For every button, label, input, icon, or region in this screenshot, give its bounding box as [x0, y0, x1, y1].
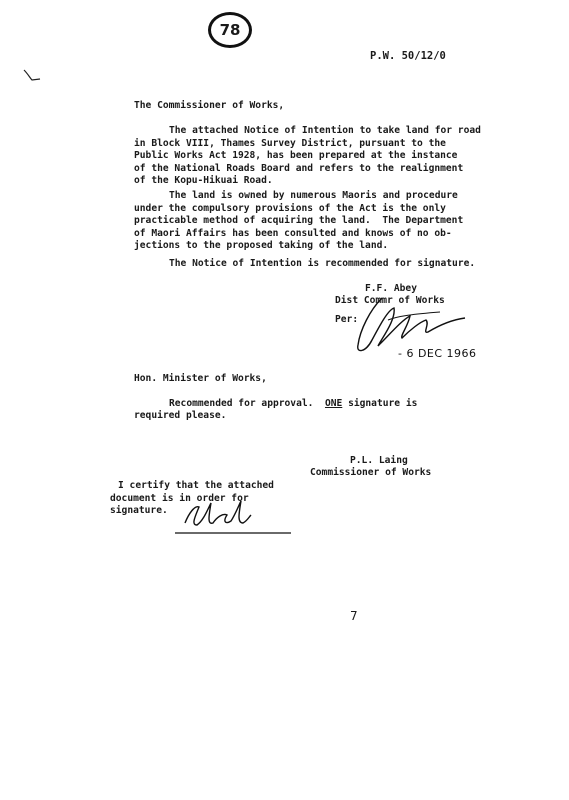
recommendation-emphasis: ONE: [324, 398, 343, 409]
paragraph-line: jections to the proposed taking of the land.: [134, 240, 389, 251]
addressee-minister: Hon. Minister of Works,: [134, 373, 267, 384]
footer-handwritten-mark: 7: [350, 609, 358, 623]
margin-tick-mark: [22, 68, 42, 84]
file-reference: P.W. 50/12/0: [370, 50, 446, 62]
paragraph-line: of Maori Affairs has been consulted and knows of no ob-: [134, 227, 452, 239]
signatory-1-title: Dist Commr of Works: [335, 295, 445, 306]
signatory-2-title: Commissioner of Works: [310, 467, 432, 478]
date-received-stamp: - 6 DEC 1966: [398, 347, 477, 360]
paragraph-line: of the Kopu-Hikuai Road.: [134, 175, 273, 186]
signatory-2-name: P.L. Laing: [350, 455, 408, 466]
paragraph-line: of the National Roads Board and refers to the realignment: [134, 162, 464, 174]
recommendation-text-tail: signature is: [342, 398, 418, 409]
paragraph-ownership: [134, 190, 463, 253]
recommendation-line-2: required please.: [134, 410, 227, 421]
recommendation-text: Recommended for approval.: [169, 398, 314, 409]
handwritten-signature-2: [175, 495, 295, 540]
paragraph-line: practicable method of acquiring the land. The Department: [134, 215, 464, 226]
paragraph-line: under the compulsory provisions of the Act is the only: [134, 202, 446, 214]
paragraph-line: The land is owned by numerous Maoris and procedure: [169, 190, 458, 201]
certification-line: I certify that the attached: [118, 480, 274, 491]
paragraph-recommendation: The Notice of Intention is recommended for signature.: [169, 258, 476, 269]
paragraph-line: in Block VIII, Thames Survey District, pursuant to the: [134, 137, 446, 149]
signatory-1-per-label: Per:: [335, 314, 359, 325]
circled-page-number: 78: [208, 12, 252, 48]
paragraph-line: Public Works Act 1928, has been prepared at the instance: [134, 150, 458, 161]
paragraph-notice: [134, 125, 481, 188]
recommendation-line-1: [169, 398, 417, 410]
certification-line: document is in order for: [110, 492, 249, 504]
paragraph-line: The attached Notice of Intention to take land for road: [169, 125, 481, 136]
signatory-1-name: F.F. Abey: [365, 283, 417, 294]
addressee-commissioner: The Commissioner of Works,: [134, 100, 285, 111]
certification-line: signature.: [110, 505, 168, 516]
